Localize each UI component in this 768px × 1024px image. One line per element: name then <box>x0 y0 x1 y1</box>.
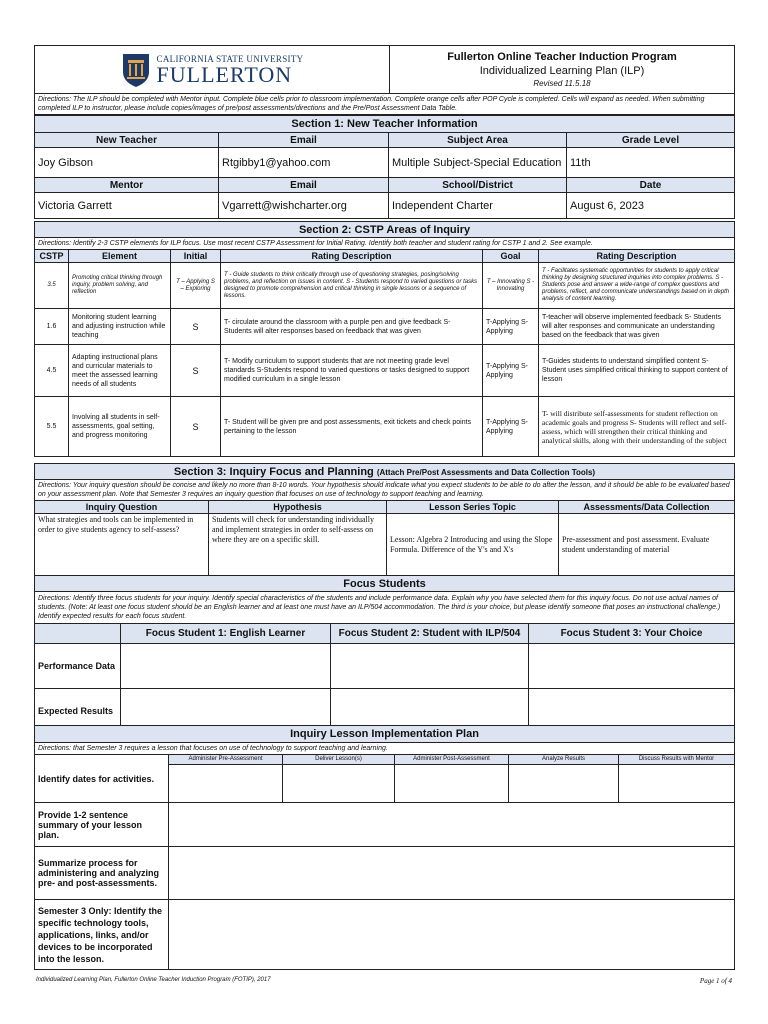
university-name-small: CALIFORNIA STATE UNIVERSITY <box>156 53 304 64</box>
cstp-number[interactable]: 5.5 <box>35 397 69 457</box>
section3-directions: Directions: Your inquiry question should be concise and likely no more than 8-10 words. Your hypothesis should indicate what you expect students to be able to do after the lesson, and it should be able to be evaluated based on your assessment plan. Note that Semester 3 requires an inquiry question that focuses on use of technology to support teaching and learning. <box>35 480 735 501</box>
cstp-row <box>35 345 735 397</box>
row-label-dates: Identify dates for activities. <box>35 755 169 803</box>
cstp-goal[interactable]: T-Applying S-Applying <box>483 345 539 397</box>
cstp-goal-description[interactable]: T- will distribute self-assessments for student reflection on academic goals and progress S- Students will reflect and self-assess, which will strengthen their critical thinking and analytical skills, along with their understanding of the subject <box>539 397 735 457</box>
header-analyze-results: Analyze Results <box>509 755 619 765</box>
header-pre-assessment: Administer Pre-Assessment <box>169 755 283 765</box>
cstp-goal[interactable]: T-Applying S-Applying <box>483 397 539 457</box>
header-focus-student-1: Focus Student 1: English Learner <box>121 624 331 644</box>
program-title: Fullerton Online Teacher Induction Program <box>447 51 677 63</box>
focus-directions: Directions: Identify three focus students for your inquiry. Identify special characteristics of the students and include performance data. Explain why you have selected them for this inquiry focus. Do not use actual names of students. (Note: At least one focus student should be an English learner and at least one must have an ILP/504 accommodation. The third is your choice, but please identify someone that poses an instructional challenge.) Identify expected results for each focus student. <box>35 592 735 624</box>
header-cstp: CSTP <box>35 250 69 263</box>
section1-title: Section 1: New Teacher Information <box>35 116 735 133</box>
date-pre-assessment[interactable] <box>169 765 283 803</box>
grade-level[interactable]: 11th <box>567 148 735 178</box>
implementation-directions: Directions: that Semester 3 requires a lesson that focuses on use of technology to support teaching and learning. <box>35 743 735 755</box>
cstp-description[interactable]: T- Student will be given pre and post assessments, exit tickets and check points pertaining to the lesson <box>221 397 483 457</box>
cstp-number[interactable]: 4.5 <box>35 345 69 397</box>
focus-header-blank <box>35 624 121 644</box>
header-email: Email <box>219 133 389 148</box>
cstp-goal: T – Innovating S - Innovating <box>483 263 539 309</box>
lesson-series-topic[interactable]: Lesson: Algebra 2 Introducing and using the Slope Formula. Difference of the Y's and X's <box>387 514 559 576</box>
cstp-goal[interactable]: T-Applying S-Applying <box>483 309 539 345</box>
assessments-data[interactable]: Pre-assessment and post assessment. Evaluate student understanding of material <box>559 514 735 576</box>
inquiry-question[interactable]: What strategies and tools can be implemented in order to give students agency to self-assess? <box>35 514 209 576</box>
section1-table <box>34 115 735 219</box>
program-title-cell <box>390 46 735 94</box>
focus2-performance[interactable] <box>331 644 529 689</box>
header-grade: Grade Level <box>567 133 735 148</box>
cstp-initial[interactable]: S <box>171 309 221 345</box>
cstp-description[interactable]: T- Modify curriculum to support students that are not meeting grade level standards S-Students respond to varied questions or tasks designed to support modified curriculum in a single lesson <box>221 345 483 397</box>
teacher-email[interactable]: Rtgibby1@yahoo.com <box>219 148 389 178</box>
cstp-row <box>35 397 735 457</box>
cstp-number: 3.5 <box>35 263 69 309</box>
date-value[interactable]: August 6, 2023 <box>567 193 735 219</box>
header-initial: Initial <box>171 250 221 263</box>
focus1-performance[interactable] <box>121 644 331 689</box>
cstp-element[interactable]: Monitoring student learning and adjusting instruction while teaching <box>69 309 171 345</box>
cstp-element[interactable]: Adapting instructional plans and curricular materials to meet the assessed learning needs of all students <box>69 345 171 397</box>
cstp-goal-description: T - Facilitates systematic opportunities for students to apply critical thinking by designing structured inquiries into complex problems. S - Students pose and answer a wide-range of complex questions and problems, reflect, and communicate understandings based on in depth analysis of content learning. <box>539 263 735 309</box>
logo-cell <box>35 46 390 94</box>
technology-tools-field[interactable] <box>169 900 735 970</box>
section3-table <box>34 463 735 576</box>
school-district[interactable]: Independent Charter <box>389 193 567 219</box>
cstp-number[interactable]: 1.6 <box>35 309 69 345</box>
header-goal-description: Rating Description <box>539 250 735 263</box>
row-label-process: Summarize process for administering and analyzing pre- and post-assessments. <box>35 847 169 900</box>
cstp-initial: T – Applying S – Exploring <box>171 263 221 309</box>
university-seal-icon <box>121 52 151 88</box>
revised-date: Revised 11.5.18 <box>533 79 591 88</box>
date-analyze-results[interactable] <box>509 765 619 803</box>
hypothesis[interactable]: Students will check for understanding individually and implement strategies in order to self-assess on where they are on a specific skill. <box>209 514 387 576</box>
implementation-table <box>34 725 735 970</box>
header-element: Element <box>69 250 171 263</box>
cstp-initial[interactable]: S <box>171 345 221 397</box>
footer-left: Individualized Learning Plan, Fullerton Online Teacher Induction Program (FOTIP), 2017 <box>36 977 271 983</box>
header-discuss-results: Discuss Results with Mentor <box>619 755 735 765</box>
cstp-element: Promoting critical thinking through inquiry, problem solving, and reflection <box>69 263 171 309</box>
header-subject: Subject Area <box>389 133 567 148</box>
cstp-goal-description[interactable]: T-teacher will observe implemented feedback S- Students will alter responses and communicate an understanding based on the feedback that was given <box>539 309 735 345</box>
date-deliver-lessons[interactable] <box>283 765 395 803</box>
page-number: Page 1 of 4 <box>699 977 732 985</box>
mentor-email[interactable]: Vgarrett@wishcharter.org <box>219 193 389 219</box>
mentor-name[interactable]: Victoria Garrett <box>35 193 219 219</box>
focus-table <box>34 575 735 734</box>
lesson-summary-field[interactable] <box>169 803 735 847</box>
cstp-initial[interactable]: S <box>171 397 221 457</box>
header-deliver-lessons: Deliver Lesson(s) <box>283 755 395 765</box>
assessment-process-field[interactable] <box>169 847 735 900</box>
cstp-element[interactable]: Involving all students in self-assessments, goal setting, and progress monitoring <box>69 397 171 457</box>
row-label-technology: Semester 3 Only: Identify the specific technology tools, applications, links, and/or devices to be incorporated into the lesson. <box>35 900 169 970</box>
cstp-description: T - Guide students to think critically through use of questioning strategies, posing/solving problems, and reflection on issues in content. S - Students respond to varied questions or tasks designed to promote comprehension and critical thinking in single lessons or a sequence of lessons. <box>221 263 483 309</box>
cstp-example-row <box>35 263 735 309</box>
header-table <box>34 45 735 115</box>
section2-table <box>34 221 735 457</box>
header-date: Date <box>567 178 735 193</box>
row-label-expected: Expected Results <box>35 689 121 734</box>
cstp-row <box>35 309 735 345</box>
teacher-name[interactable]: Joy Gibson <box>35 148 219 178</box>
date-post-assessment[interactable] <box>395 765 509 803</box>
focus3-performance[interactable] <box>529 644 735 689</box>
header-focus-student-2: Focus Student 2: Student with ILP/504 <box>331 624 529 644</box>
section3-title-cell <box>35 464 735 480</box>
date-discuss-results[interactable] <box>619 765 735 803</box>
section2-directions: Directions: Identify 2-3 CSTP elements for ILP focus. Use most recent CSTP Assessment for Initial Rating. Identify both teacher and student rating for CSTP 1 and 2. See example. <box>35 238 735 250</box>
header-mentor-email: Email <box>219 178 389 193</box>
row-label-summary: Provide 1-2 sentence summary of your lesson plan. <box>35 803 169 847</box>
section2-title: Section 2: CSTP Areas of Inquiry <box>35 222 735 238</box>
row-label-performance: Performance Data <box>35 644 121 689</box>
header-assessments: Assessments/Data Collection <box>559 501 735 514</box>
university-name-big: FULLERTON <box>156 61 293 87</box>
section3-title: Section 3: Inquiry Focus and Planning <box>173 465 374 478</box>
cstp-description[interactable]: T- circulate around the classroom with a purple pen and give feedback S- Students will alter responses based on feedback that was given <box>221 309 483 345</box>
focus-title: Focus Students <box>35 576 735 592</box>
header-rating-description: Rating Description <box>221 250 483 263</box>
header-goal: Goal <box>483 250 539 263</box>
header-school: School/District <box>389 178 567 193</box>
header-hypothesis: Hypothesis <box>209 501 387 514</box>
header-focus-student-3: Focus Student 3: Your Choice <box>529 624 735 644</box>
implementation-title: Inquiry Lesson Implementation Plan <box>35 726 735 743</box>
directions-top: Directions: The ILP should be completed with Mentor input. Complete blue cells prior to classroom implementation. Complete orange cells after POP Cycle is completed. Cells will expand as needed. When submitting completed ILP to instructor, please include copies/images of pre/post assessments/directions and the Pre/Post Assessment Data Table. <box>35 94 735 115</box>
section3-title-note: (Attach Pre/Post Assessments and Data Collection Tools) <box>376 467 596 477</box>
header-inquiry-question: Inquiry Question <box>35 501 209 514</box>
header-lesson-topic: Lesson Series Topic <box>387 501 559 514</box>
plan-title: Individualized Learning Plan (ILP) <box>479 65 645 77</box>
subject-area[interactable]: Multiple Subject-Special Education <box>389 148 567 178</box>
header-mentor: Mentor <box>35 178 219 193</box>
header-post-assessment: Administer Post-Assessment <box>395 755 509 765</box>
header-new-teacher: New Teacher <box>35 133 219 148</box>
footer <box>36 977 732 983</box>
cstp-goal-description[interactable]: T-Guides students to understand simplified content S-Student uses simplified critical thinking to support content of lesson <box>539 345 735 397</box>
